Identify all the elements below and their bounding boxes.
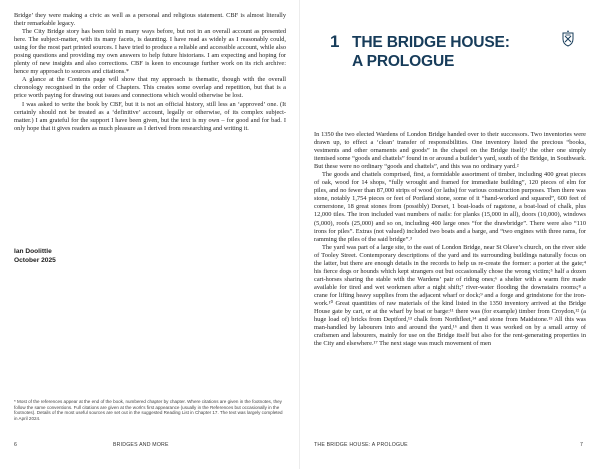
chapter-title-line: A PROLOGUE [352,53,455,70]
right-body-text [314,131,586,348]
right-folio-number: 7 [580,442,584,448]
chapter-number: 1 [330,32,340,51]
right-page [300,0,600,469]
right-running-head: THE BRIDGE HOUSE: A PROLOGUE [314,442,408,448]
signoff-date: October 2025 [14,256,56,264]
left-paragraph: A glance at the Contents page will show that my approach is thematic, though with the overall chronology recognised in the order of Chapters. This creates some overlap and repetition, but that is a price worth paying for drawing out issues and connections which would otherwise be lost. [14,76,286,100]
right-paragraph: The goods and chattels comprised, first, a formidable assortment of timber, including 400 great pieces of oak, wood for 14 shops, “fully wrought and framed for immediate building”, 120 pieces of elm for piles, and no fewer than 87,000 strips of wood (or laths) for various construction purposes. Then there was stone, notably 1,754 pieces or feet of Portland stone, some of it “hand-worked and squared”, 600 feet of cornerstone, 18 great stones from (possibly) Dorset, 1 boat-loads of ragstone, a boat-load of chalk, plus 12,000 tiles. The iron included vast numbers of nails: for planks (15,000 in all), doors (10,000), windows (5,000), roofs (25,000) and so on, including 400 large ones “for the drawbridge”. There were also “110 irons for piles”. Extras (not valued) included two boats and a barge, and “two engines with three rams, for ramming the piles of the said bridge”.³ [314,171,586,243]
left-body-text [14,12,286,133]
right-paragraph: In 1350 the two elected Wardens of London Bridge handed over to their successors. Two inventories were drawn up, to effect a ‘clean’ transfer of responsibilities. One inventory listed the precious “books, vestments and other ornaments and goods” in the chapel on the Bridge itself;¹ the other one simply itemised some “goods and chattels” found in or around a builder’s yard, south of the Bridge, in Southwark. But these were no ordinary “goods and chattels”, and this was no ordinary yard.² [314,131,586,171]
chapter-title-line: THE BRIDGE HOUSE: [352,34,510,51]
right-paragraph: The yard was part of a large site, to the east of London Bridge, near St Olave’s church, on the river side of Tooley Street. Contemporary descriptions of the yard and its surrounding buildings naturally focus on the latter, but there are enough details in the records to help us re-create the former: a porter at the gate;⁴ his fierce dogs or hounds which kept strangers out but occasionally chose the wrong victim;⁵ half a dozen cart-horses sharing the stable with the Wardens’ pair of riding ones;⁶ a shelter with a warm fire made available for tired and wet workmen after a night shift;⁷ river-water flooding the downstairs rooms;⁸ a crane for lifting heavy supplies from the adjacent wharf or dock;⁹ and a forge and grindstone for the iron-work.¹⁰ Great quantities of raw materials of the kind listed in the 1350 inventory arrived at the Bridge House gate by cart, or at the wharf by boat or barge:¹¹ there was (for example) timber from Croydon,¹² (a huge load of) bricks from Deptford,¹³ chalk from Northfleet,¹⁴ and stone from Maidstone.¹⁵ All this was man-handled by labourers into and around the yard,¹⁶ and then it was worked on by a small army of craftsmen and labourers, mainly for use on the Bridge itself but also for the rent-generating properties in the City and elsewhere.¹⁷ The next stage was much movement of men [314,243,586,348]
bridge-house-crest-icon [560,29,576,47]
chapter-title [352,33,552,71]
left-paragraph: The City Bridge story has been told in many ways before, but not in an overall account as presented here. The subject-matter, with its many facets, is daunting. I have read as widely as I reasonably could, using for the most part printed sources. I have tried to produce a reliable and accessible account, while also posing questions and providing my own answers to help future historians. I am expecting and hoping for plenty of new insights and also corrections. CBF is keen to encourage further work on its rich archive: hence my approach to sources and citations.* [14,28,286,76]
left-paragraph: I was asked to write the book by CBF, but it is not an official history, still less an ‘approved’ one. (It certainly should not be treated as a ‘definitive’ account, legally or otherwise, of its complex subject-matter.) I am grateful for the support I have been given, but the text is my own – for good and for bad. I only hope that it gives readers as much pleasure as I derived from researching and writing it. [14,100,286,132]
footnote: * Most of the references appear at the end of the book, numbered chapter by chapter. Where citations are given in the footnotes, they follow the same conventions. Full citations are given at the work's first appearance (usually in the References but occasionally in the footnotes). Details of the most useful sources are set out in the suggested Reading List in Chapter 17. The text was largely completed in April 2024. [14,399,283,421]
author-signoff [14,248,56,265]
left-folio-number: 6 [14,442,18,448]
left-running-head: BRIDGES AND MORE [113,442,169,448]
author-name: Ian Doolittle [14,248,52,255]
left-paragraph: Bridge’ they were making a civic as well as a personal and religious statement. CBF is almost literally their remarkable legacy. [14,12,286,28]
